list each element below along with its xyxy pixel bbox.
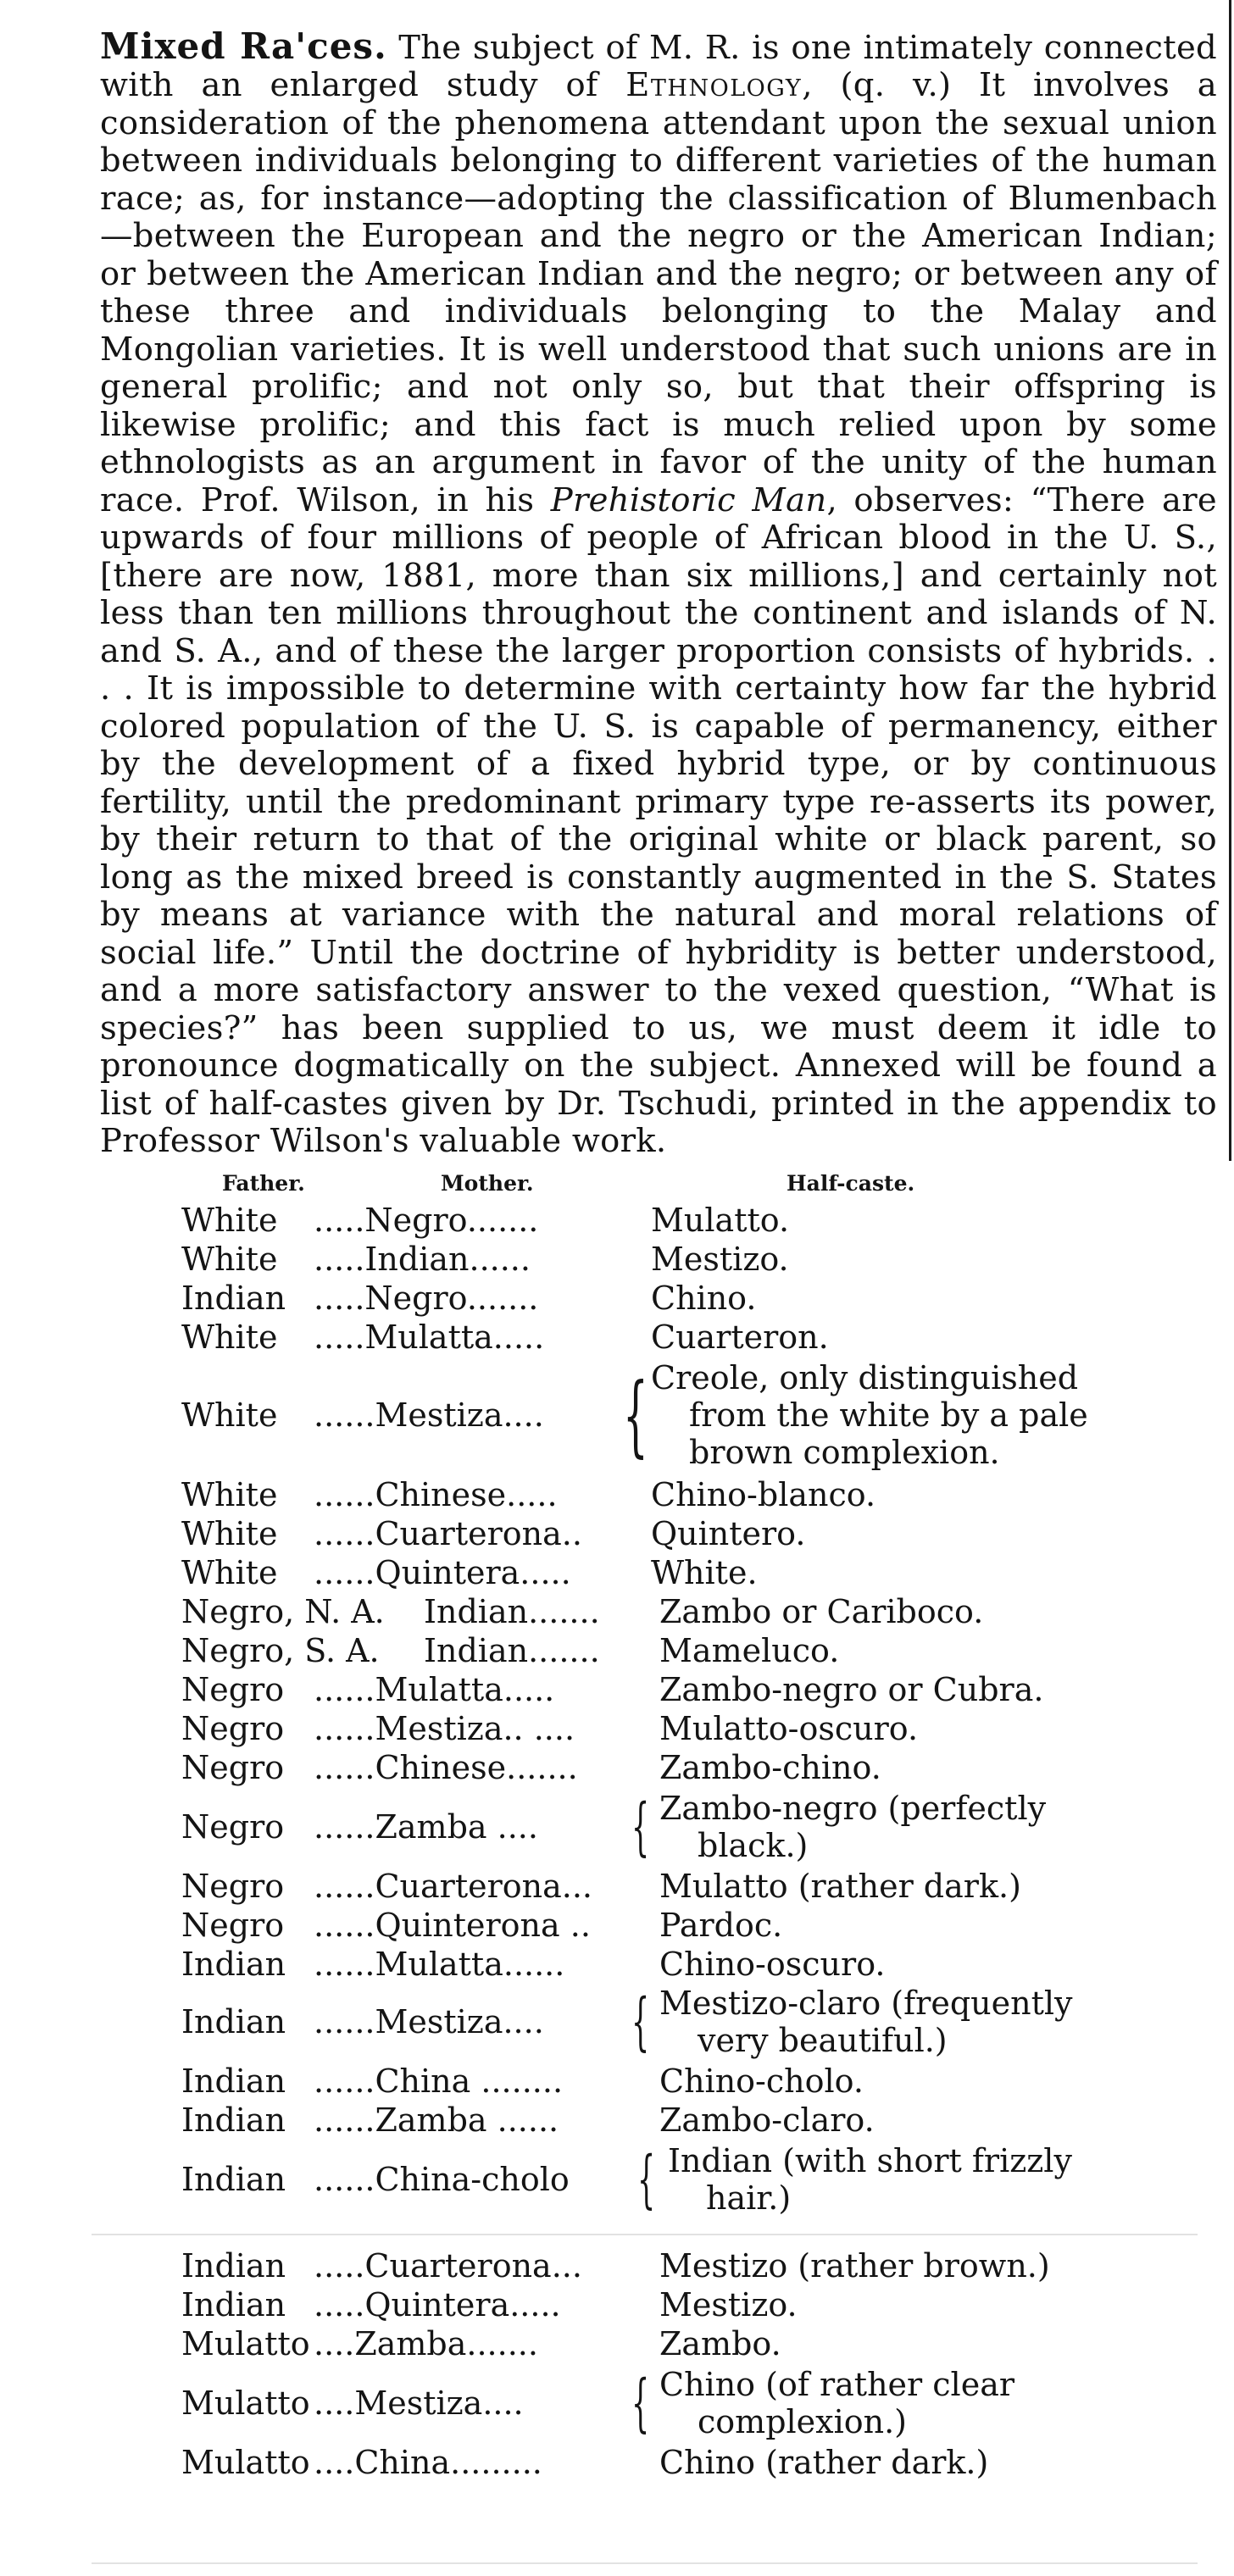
mother-column-header: Mother.	[441, 1171, 534, 1196]
mother-cell: ......China ........	[314, 2062, 564, 2100]
mother-cell: .....Cuarterona...	[314, 2247, 582, 2285]
half-caste-cell: Chino.	[651, 1280, 757, 1317]
mother-cell: ....Zamba.......	[314, 2325, 538, 2362]
divider	[92, 2562, 1198, 2564]
mother-cell: ......Cuarterona..	[314, 1515, 582, 1552]
brace-glyph: {	[623, 1363, 648, 1467]
father-cell: White	[181, 1241, 278, 1278]
table-row	[0, 1790, 1234, 1864]
half-caste-cell: Mestizo-claro (frequently very beautiful.)	[659, 1985, 1073, 2059]
half-caste-cell: Quintero.	[651, 1515, 806, 1552]
article-text-3: , observes: “There are upwards of four millions of people of African blood in the U. S., [there are now, 1881, more than six millions,] and certainly not less than ten millions throughout the continent and islands of N. and S. A., and of these the larger proportion consists of hybrids. . . . It is impossible to determine with certainty how far the hybrid colored population of the U. S. is capable of permanency, either by the development of a fixed hybrid type, or by continuous fertility, until the predominant primary type re-asserts its power, by their return to that of the original white or black parent, so long as the mixed breed is constantly augmented in the S. States by means at variance with the natural and moral relations of social life.” Until the doctrine of hybridity is better understood, and a more satisfactory answer to the vexed question, “What is species?” has been supplied to us, we must deem it idle to pronounce dogmatically on the subject. Annexed will be found a list of half-castes given by Dr. Tschudi, printed in the appendix to Professor Wilson's valuable work.	[100, 480, 1217, 1160]
mother-cell: ......Zamba ......	[314, 2101, 559, 2139]
father-cell: Indian	[181, 2161, 286, 2198]
mother-cell: ......Mulatta......	[314, 1946, 565, 1983]
mother-cell: .....Quintera.....	[314, 2286, 561, 2323]
father-cell: Indian	[181, 1946, 286, 1983]
half-caste-column-header: Half-caste.	[787, 1171, 915, 1196]
father-cell: Negro, N. A.	[181, 1593, 385, 1630]
article-paragraph	[100, 25, 1217, 1161]
article-heading: Mixed Ra'ces.	[100, 25, 387, 67]
half-caste-cell: Chino-blanco.	[651, 1476, 876, 1513]
father-cell: Negro	[181, 1671, 285, 1708]
column-rule	[1229, 0, 1231, 1161]
father-cell: White	[181, 1202, 278, 1239]
half-caste-cell: Zambo-chino.	[659, 1749, 881, 1786]
half-caste-cell: Mestizo.	[659, 2286, 798, 2323]
half-caste-cell: Chino-cholo.	[659, 2062, 864, 2100]
father-column-header: Father.	[222, 1171, 305, 1196]
father-cell: Mulatto	[181, 2444, 310, 2481]
half-caste-cell: Mameluco.	[659, 1632, 840, 1669]
mother-cell: ......Zamba ....	[314, 1808, 538, 1846]
mother-cell: ......Chinese.......	[314, 1749, 578, 1786]
half-caste-cell: Zambo-negro or Cubra.	[659, 1671, 1044, 1708]
half-caste-cell: Mulatto-oscuro.	[659, 1710, 919, 1747]
table-row	[0, 2142, 1234, 2217]
half-caste-cell: Mulatto (rather dark.)	[659, 1868, 1021, 1905]
mother-cell: ......Chinese.....	[314, 1476, 558, 1513]
brace-glyph: {	[631, 2367, 650, 2440]
half-caste-cell: Zambo-claro.	[659, 2101, 875, 2139]
half-caste-cell: Chino (of rather clear complexion.)	[659, 2366, 1015, 2440]
father-cell: Negro	[181, 1907, 285, 1944]
father-cell: White	[181, 1319, 278, 1356]
half-caste-cell: Mulatto.	[651, 1202, 790, 1239]
table-header	[0, 1171, 1234, 1196]
half-caste-cell: White.	[651, 1554, 758, 1591]
father-cell: Indian	[181, 2247, 286, 2285]
mother-cell: ......Quinterona ..	[314, 1907, 591, 1944]
father-cell: Indian	[181, 2286, 286, 2323]
mother-cell: ....China.........	[314, 2444, 542, 2481]
mother-cell: ......Quintera.....	[314, 1554, 571, 1591]
ethnology-reference: Ethnology	[625, 66, 803, 104]
father-cell: Mulatto	[181, 2384, 310, 2422]
half-caste-cell: Zambo or Cariboco.	[659, 1593, 984, 1630]
mother-cell: ......Mestiza.. ....	[314, 1710, 575, 1747]
mother-cell: Indian.......	[424, 1593, 600, 1630]
father-cell: Mulatto	[181, 2325, 310, 2362]
table-row	[0, 1359, 1234, 1471]
father-cell: Negro	[181, 1808, 285, 1846]
mother-cell: .....Negro.......	[314, 1202, 539, 1239]
half-caste-cell: Chino-oscuro.	[659, 1946, 886, 1983]
half-caste-cell: Cuarteron.	[651, 1319, 829, 1356]
mother-cell: ......Mestiza....	[314, 1396, 544, 1434]
half-caste-cell: Zambo-negro (perfectly black.)	[659, 1790, 1047, 1864]
half-caste-cell: Indian (with short frizzly hair.)	[668, 2142, 1072, 2217]
father-cell: Indian	[181, 2062, 286, 2100]
brace-glyph: {	[637, 2143, 656, 2216]
half-caste-cell: Zambo.	[659, 2325, 781, 2362]
half-caste-cell: Creole, only distinguished from the white by a pale brown complexion.	[651, 1359, 1088, 1471]
mother-cell: ......China-cholo	[314, 2161, 570, 2198]
brace-glyph: {	[631, 1790, 650, 1863]
mother-cell: Indian.......	[424, 1632, 600, 1669]
half-caste-cell: Mestizo (rather brown.)	[659, 2247, 1050, 2285]
brace-glyph: {	[631, 1985, 650, 2058]
father-cell: White	[181, 1515, 278, 1552]
father-cell: Indian	[181, 2101, 286, 2139]
mother-cell: ......Mulatta.....	[314, 1671, 555, 1708]
father-cell: Negro	[181, 1868, 285, 1905]
divider	[92, 2234, 1198, 2235]
mother-cell: .....Mulatta.....	[314, 1319, 545, 1356]
father-cell: White	[181, 1396, 278, 1434]
mother-cell: .....Negro.......	[314, 1280, 539, 1317]
father-cell: Negro	[181, 1710, 285, 1747]
article-text-1: The subject of M. R. is one intimately connected with an enlarged study of	[100, 28, 1217, 104]
table-row	[0, 1985, 1234, 2059]
half-caste-cell: Mestizo.	[651, 1241, 789, 1278]
father-cell: Negro, S. A.	[181, 1632, 380, 1669]
table-row	[0, 2366, 1234, 2440]
mother-cell: .....Indian......	[314, 1241, 531, 1278]
father-cell: Indian	[181, 1280, 286, 1317]
half-caste-cell: Chino (rather dark.)	[659, 2444, 989, 2481]
father-cell: Indian	[181, 2003, 286, 2040]
half-caste-cell: Pardoc.	[659, 1907, 783, 1944]
article-text-2: , (q. v.) It involves a consideration of the phenomena attendant upon the sexual union between individuals belonging to different varieties of the human race; as, for instance—adopting the classification of Blumenbach—between the European and the negro or the American Indian; or between the American Indian and the negro; or between any of these three and individuals belonging to the Malay and Mongolian varieties. It is well understood that such unions are in general prolific; and not only so, but that their offspring is likewise prolific; and this fact is much relied upon by some ethnologists as an argument in favor of the unity of the human race. Prof. Wilson, in his	[100, 66, 1217, 519]
mother-cell: ......Cuarterona...	[314, 1868, 593, 1905]
father-cell: White	[181, 1476, 278, 1513]
book-title: Prehistoric Man	[550, 480, 827, 519]
father-cell: White	[181, 1554, 278, 1591]
mother-cell: ......Mestiza....	[314, 2003, 544, 2040]
father-cell: Negro	[181, 1749, 285, 1786]
mother-cell: ....Mestiza....	[314, 2384, 524, 2422]
